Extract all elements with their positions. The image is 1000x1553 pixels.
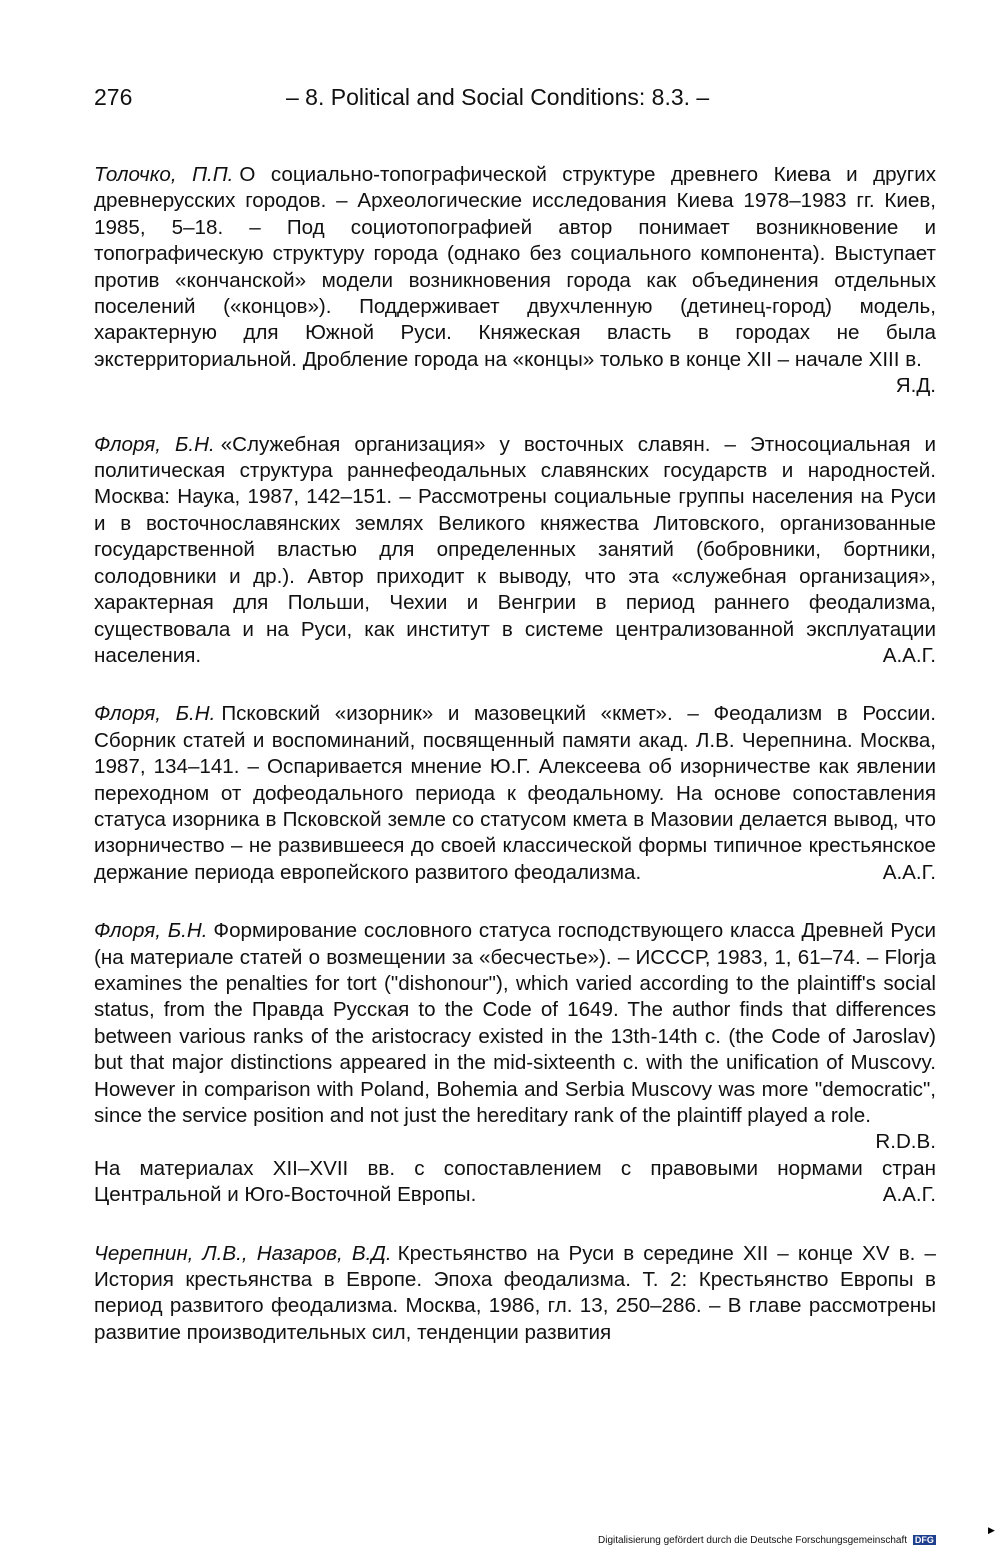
entry-addendum: На материалах XII–XVII вв. с сопоставлением с правовыми нормами стран Центральной и Юго-Восточной Европы. [94, 1156, 936, 1207]
page-turn-arrow-icon: ▶ [988, 1525, 995, 1535]
entry-author: Толочко, П.П. [94, 163, 234, 186]
page-number: 276 [94, 84, 133, 110]
entry-text: Псковский «изорник» и мазовецкий «кмет». – Феодализм в России. Сборник статей и воспоминаний, посвященный памяти акад. Л.В. Черепнина. Москва, 1987, 134–141. – Оспаривается мнение Ю.Г. Алексеева об изорничестве как явлении переходном от дофеодального периода к феодальному. На основе сопоставления статуса изорника в Псковской земле со статусом кмета в Мазовии делается вывод, что изорничество – не развившееся до своей классической формы типичное крестьянское держание периода европейского развитого феодализма. [94, 702, 936, 884]
bibliography-entry [94, 162, 936, 400]
entry-author: Флоря, Б.Н. [94, 919, 208, 943]
entry-text: Формирование сословного статуса господствующего класса Древней Руси (на материале статей о возмещении за «бесчестье»). – ИСССР, 1983, 1, 61–74. – Florja examines the penalties for tort ("dishonour"), which varied according to the plaintiff's social status, from the Правда Русская to the Code of 1649. The author finds that differences between various ranks of the aristocracy existed in the 13th-14th c. (the Code of Jaroslav) but that major distinctions appeared in the mid-sixteenth c. with the unification of Muscovy. However in comparison with Poland, Bohemia and Serbia Muscovy was more "democratic", since the service position and not just the hereditary rank of the plaintiff played a role. [94, 919, 936, 1127]
reviewer-initials: Я.Д. [895, 374, 936, 398]
addendum-initials: А.А.Г. [882, 1183, 936, 1207]
bibliography-entry [94, 1241, 936, 1347]
entry-author: Флоря, Б.Н. [94, 432, 215, 456]
reviewer-initials: А.А.Г. [882, 643, 936, 667]
running-head: – 8. Political and Social Conditions: 8.3. – [286, 84, 710, 110]
entry-text: «Служебная организация» у восточных славян. – Этносоциальная и политическая структура раннефеодальных славянских государств и народностей. Москва: Наука, 1987, 142–151. – Рассмотрены социальные группы населения на Руси и в восточнославянских землях Великого княжества Литовского, организованные государственной властью для определенных занятий (бобровники, бортники, солодовники и др.). Автор приходит к выводу, что эта «служебная организация», характерная для Польши, Чехии и Венгрии в период раннего феодализма, существовала и на Руси, как институт в системе централизованной эксплуатации населения. [94, 432, 937, 667]
bibliography-entry [94, 918, 936, 1208]
reviewer-initials: А.А.Г. [882, 860, 936, 884]
bibliography-entry [94, 432, 936, 670]
reviewer-initials: R.D.B. [875, 1130, 936, 1154]
entry-text: О социально-топографической структуре древнего Киева и других древнерусских городов. – Археологические исследования Киева 1978–1983 гг. Киев, 1985, 5–18. – Под социотопографией автор понимает возникновение и топографическую структуру города (однако без социального компонента). Выступает против «кончанской» модели возникновения города как объединения отдельных поселений («концов»). Поддерживает двухчленную (детинец-город) модель, характерную для Южной Руси. Княжеская власть в городах не была экстерриториальной. Дробление города на «концы» только в конце XII – начале XIII в. [94, 163, 937, 371]
digitization-footer [598, 1535, 994, 1549]
page-header [94, 84, 934, 118]
entry-text: Крестьянство на Руси в середине XII – конце XV в. – История крестьянства в Европе. Эпоха феодализма. Т. 2: Крестьянство Европы в период развитого феодализма. Москва, 1986, гл. 13, 250–286. – В главе рассмотрены развитие производительных сил, тенденции развития [94, 1241, 936, 1344]
entry-author: Флоря, Б.Н. [94, 702, 216, 726]
bibliography-entries [94, 162, 936, 1378]
dfg-logo: DFG [914, 1535, 934, 1545]
bibliography-entry [94, 701, 936, 886]
entry-author: Черепнин, Л.В., Назаров, В.Д. [94, 1241, 392, 1265]
footer-text: Digitalisierung gefördert durch die Deutsche Forschungsgemeinschaft [598, 1535, 908, 1546]
